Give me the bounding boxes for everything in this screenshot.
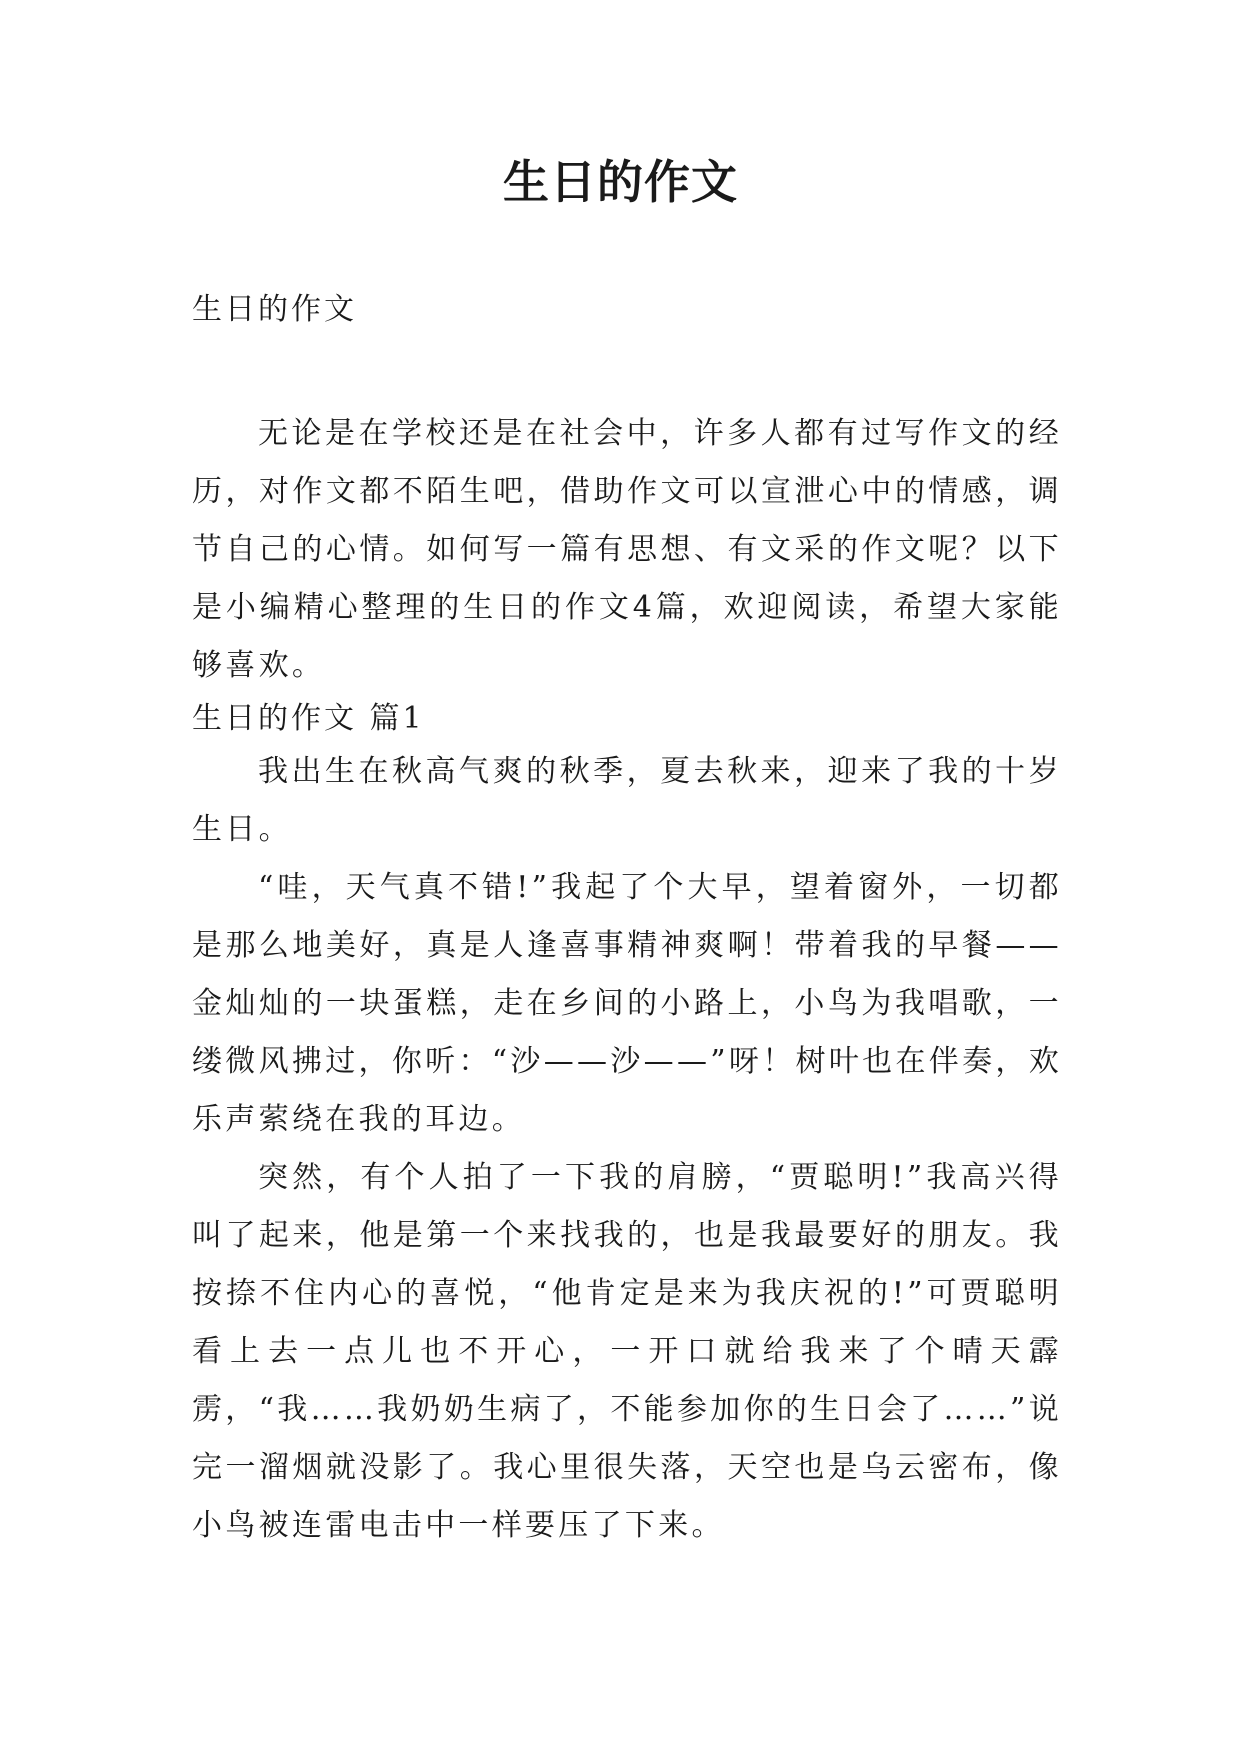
document-subtitle: 生日的作文 xyxy=(192,292,357,327)
body-paragraph-1: 我出生在秋高气爽的秋季，夏去秋来，迎来了我的十岁生日。 xyxy=(192,754,1062,847)
body-paragraph-3: 突然，有个人拍了一下我的肩膀，“贾聪明!”我高兴得叫了起来，他是第一个来找我的，也是我最要好的朋友。我按捺不住内心的喜悦，“他肯定是来为我庆祝的!”可贾聪明看上去一点儿也不开心，一开口就给我来了个晴天霹雳，“我……我奶奶生病了，不能参加你的生日会了……”说完一溜烟就没影了。我心里很失落，天空也是乌云密布，像小鸟被连雷电击中一样要压了下来。 xyxy=(192,1160,1062,1543)
body-paragraph-2: “哇，天气真不错!”我起了个大早，望着窗外，一切都是那么地美好，真是人逢喜事精神爽啊！带着我的早餐——金灿灿的一块蛋糕，走在乡间的小路上，小鸟为我唱歌，一缕微风拂过，你听：“沙——沙——”呀！树叶也在伴奏，欢乐声萦绕在我的耳边。 xyxy=(192,870,1062,1137)
section-heading: 生日的作文 篇1 xyxy=(192,701,425,736)
intro-paragraph: 无论是在学校还是在社会中，许多人都有过写作文的经历，对作文都不陌生吧，借助作文可以宣泄心中的情感，调节自己的心情。如何写一篇有思想、有文采的作文呢？以下是小编精心整理的生日的作文4篇，欢迎阅读，希望大家能够喜欢。 xyxy=(192,416,1062,683)
document-title: 生日的作文 xyxy=(503,155,738,209)
document-body xyxy=(192,405,1062,1555)
